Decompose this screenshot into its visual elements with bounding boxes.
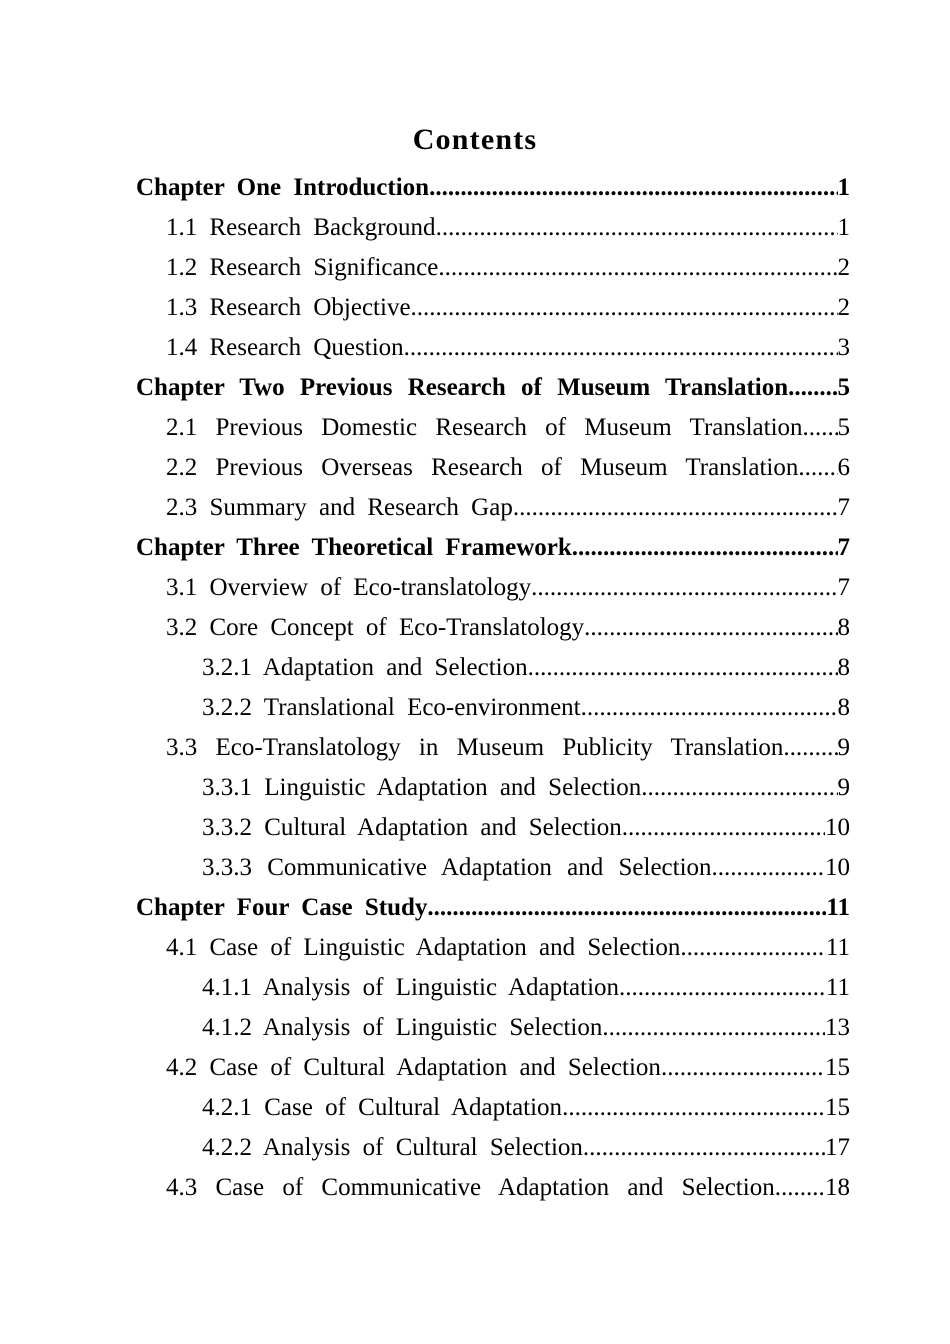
toc-entry[interactable] xyxy=(166,248,850,288)
toc-entry-page-number: 1 xyxy=(837,174,850,201)
toc-entry-label: 3.2.1 Adaptation and Selection xyxy=(202,654,528,681)
toc-entry[interactable] xyxy=(202,768,850,808)
toc-entry[interactable] xyxy=(166,408,850,448)
toc-entry-label: 3.3.3 Communicative Adaptation and Selection xyxy=(202,854,712,881)
toc-entry-page-number: 15 xyxy=(825,1094,850,1121)
toc-entry-label: Chapter One Introduction xyxy=(136,174,430,201)
toc-entry-page-number: 5 xyxy=(837,414,850,441)
toc-entry-label: 4.3 Case of Communicative Adaptation and Selection xyxy=(166,1174,775,1201)
dot-leader xyxy=(438,248,837,288)
dot-leader xyxy=(404,328,838,368)
toc-entry[interactable] xyxy=(136,528,850,568)
toc-entry-page-number: 18 xyxy=(825,1174,850,1201)
dot-leader xyxy=(429,168,837,208)
toc-entry[interactable] xyxy=(166,448,850,488)
toc-entry[interactable] xyxy=(166,208,850,248)
toc-entry[interactable] xyxy=(136,168,850,208)
toc-entry-label: Chapter Three Theoretical Framework xyxy=(136,534,572,561)
toc-entry-label: 4.2 Case of Cultural Adaptation and Selection xyxy=(166,1054,661,1081)
toc-entry[interactable] xyxy=(136,888,850,928)
toc-entry-page-number: 7 xyxy=(837,494,850,521)
toc-entry[interactable] xyxy=(166,288,850,328)
table-of-contents-list xyxy=(136,168,850,1208)
toc-entry-page-number: 11 xyxy=(825,974,850,1001)
toc-entry-page-number: 10 xyxy=(825,854,850,881)
dot-leader xyxy=(602,1008,825,1048)
dot-leader xyxy=(411,288,838,328)
toc-entry-label: 3.3.2 Cultural Adaptation and Selection xyxy=(202,814,622,841)
toc-entry[interactable] xyxy=(202,1088,850,1128)
dot-leader xyxy=(788,368,837,408)
dot-leader xyxy=(572,528,838,568)
toc-entry[interactable] xyxy=(202,968,850,1008)
toc-entry-label: 4.1.1 Analysis of Linguistic Adaptation xyxy=(202,974,620,1001)
toc-entry[interactable] xyxy=(202,688,850,728)
toc-entry-page-number: 13 xyxy=(825,1014,850,1041)
toc-entry[interactable] xyxy=(166,488,850,528)
toc-entry[interactable] xyxy=(202,648,850,688)
dot-leader xyxy=(803,408,838,448)
toc-entry-label: 2.1 Previous Domestic Research of Museum Translation xyxy=(166,414,803,441)
toc-entry-label: 3.2 Core Concept of Eco-Translatology xyxy=(166,614,585,641)
toc-entry-label: Chapter Four Case Study xyxy=(136,894,428,921)
toc-entry[interactable] xyxy=(202,1008,850,1048)
toc-entry-page-number: 2 xyxy=(837,254,850,281)
toc-entry[interactable] xyxy=(202,808,850,848)
toc-entry-page-number: 8 xyxy=(837,654,850,681)
toc-entry[interactable] xyxy=(202,1128,850,1168)
dot-leader xyxy=(528,648,838,688)
dot-leader xyxy=(531,568,837,608)
toc-entry-label: 3.2.2 Translational Eco-environment xyxy=(202,694,581,721)
toc-entry-page-number: 9 xyxy=(837,774,850,801)
dot-leader xyxy=(513,488,838,528)
toc-entry[interactable] xyxy=(166,1168,850,1208)
toc-entry-label: 3.1 Overview of Eco-translatology xyxy=(166,574,532,601)
toc-entry[interactable] xyxy=(166,728,850,768)
toc-entry[interactable] xyxy=(166,568,850,608)
toc-entry[interactable] xyxy=(202,848,850,888)
toc-entry-label: Chapter Two Previous Research of Museum Translation xyxy=(136,374,789,401)
dot-leader xyxy=(712,848,825,888)
toc-entry-label: 4.2.2 Analysis of Cultural Selection xyxy=(202,1134,583,1161)
dot-leader xyxy=(622,808,825,848)
toc-entry-page-number: 6 xyxy=(837,454,850,481)
toc-entry[interactable] xyxy=(136,368,850,408)
toc-entry-page-number: 3 xyxy=(837,334,850,361)
toc-entry-label: 1.1 Research Background xyxy=(166,214,436,241)
toc-entry-page-number: 10 xyxy=(825,814,850,841)
dot-leader xyxy=(562,1088,825,1128)
toc-entry-page-number: 5 xyxy=(837,374,850,401)
toc-entry-page-number: 7 xyxy=(837,574,850,601)
toc-entry-page-number: 8 xyxy=(837,694,850,721)
toc-entry[interactable] xyxy=(166,928,850,968)
toc-entry-page-number: 11 xyxy=(825,934,850,961)
toc-entry-label: 3.3 Eco-Translatology in Museum Publicity Translation xyxy=(166,734,784,761)
dot-leader xyxy=(619,968,826,1008)
dot-leader xyxy=(798,448,837,488)
dot-leader xyxy=(775,1168,825,1208)
toc-entry-label: 4.1 Case of Linguistic Adaptation and Selection xyxy=(166,934,681,961)
toc-entry-page-number: 1 xyxy=(837,214,850,241)
toc-entry-label: 4.1.2 Analysis of Linguistic Selection xyxy=(202,1014,603,1041)
toc-entry-page-number: 15 xyxy=(825,1054,850,1081)
dot-leader xyxy=(783,728,837,768)
dot-leader xyxy=(680,928,826,968)
dot-leader xyxy=(436,208,838,248)
toc-entry-label: 2.3 Summary and Research Gap xyxy=(166,494,513,521)
toc-entry-page-number: 8 xyxy=(837,614,850,641)
dot-leader xyxy=(661,1048,825,1088)
toc-entry-label: 1.4 Research Question xyxy=(166,334,404,361)
dot-leader xyxy=(427,888,826,928)
dot-leader xyxy=(641,768,837,808)
dot-leader xyxy=(581,688,838,728)
dot-leader xyxy=(583,1128,825,1168)
toc-entry-page-number: 2 xyxy=(837,294,850,321)
toc-entry[interactable] xyxy=(166,328,850,368)
page-title: Contents xyxy=(412,123,538,156)
toc-entry[interactable] xyxy=(166,608,850,648)
toc-entry[interactable] xyxy=(166,1048,850,1088)
toc-entry-label: 1.3 Research Objective xyxy=(166,294,411,321)
toc-entry-page-number: 9 xyxy=(837,734,850,761)
toc-entry-label: 2.2 Previous Overseas Research of Museum Translation xyxy=(166,454,799,481)
toc-entry-page-number: 7 xyxy=(837,534,850,561)
dot-leader xyxy=(584,608,837,648)
toc-entry-page-number: 11 xyxy=(826,894,850,921)
toc-entry-label: 1.2 Research Significance xyxy=(166,254,439,281)
toc-entry-page-number: 17 xyxy=(825,1134,850,1161)
toc-entry-label: 4.2.1 Case of Cultural Adaptation xyxy=(202,1094,563,1121)
toc-entry-label: 3.3.1 Linguistic Adaptation and Selection xyxy=(202,774,642,801)
